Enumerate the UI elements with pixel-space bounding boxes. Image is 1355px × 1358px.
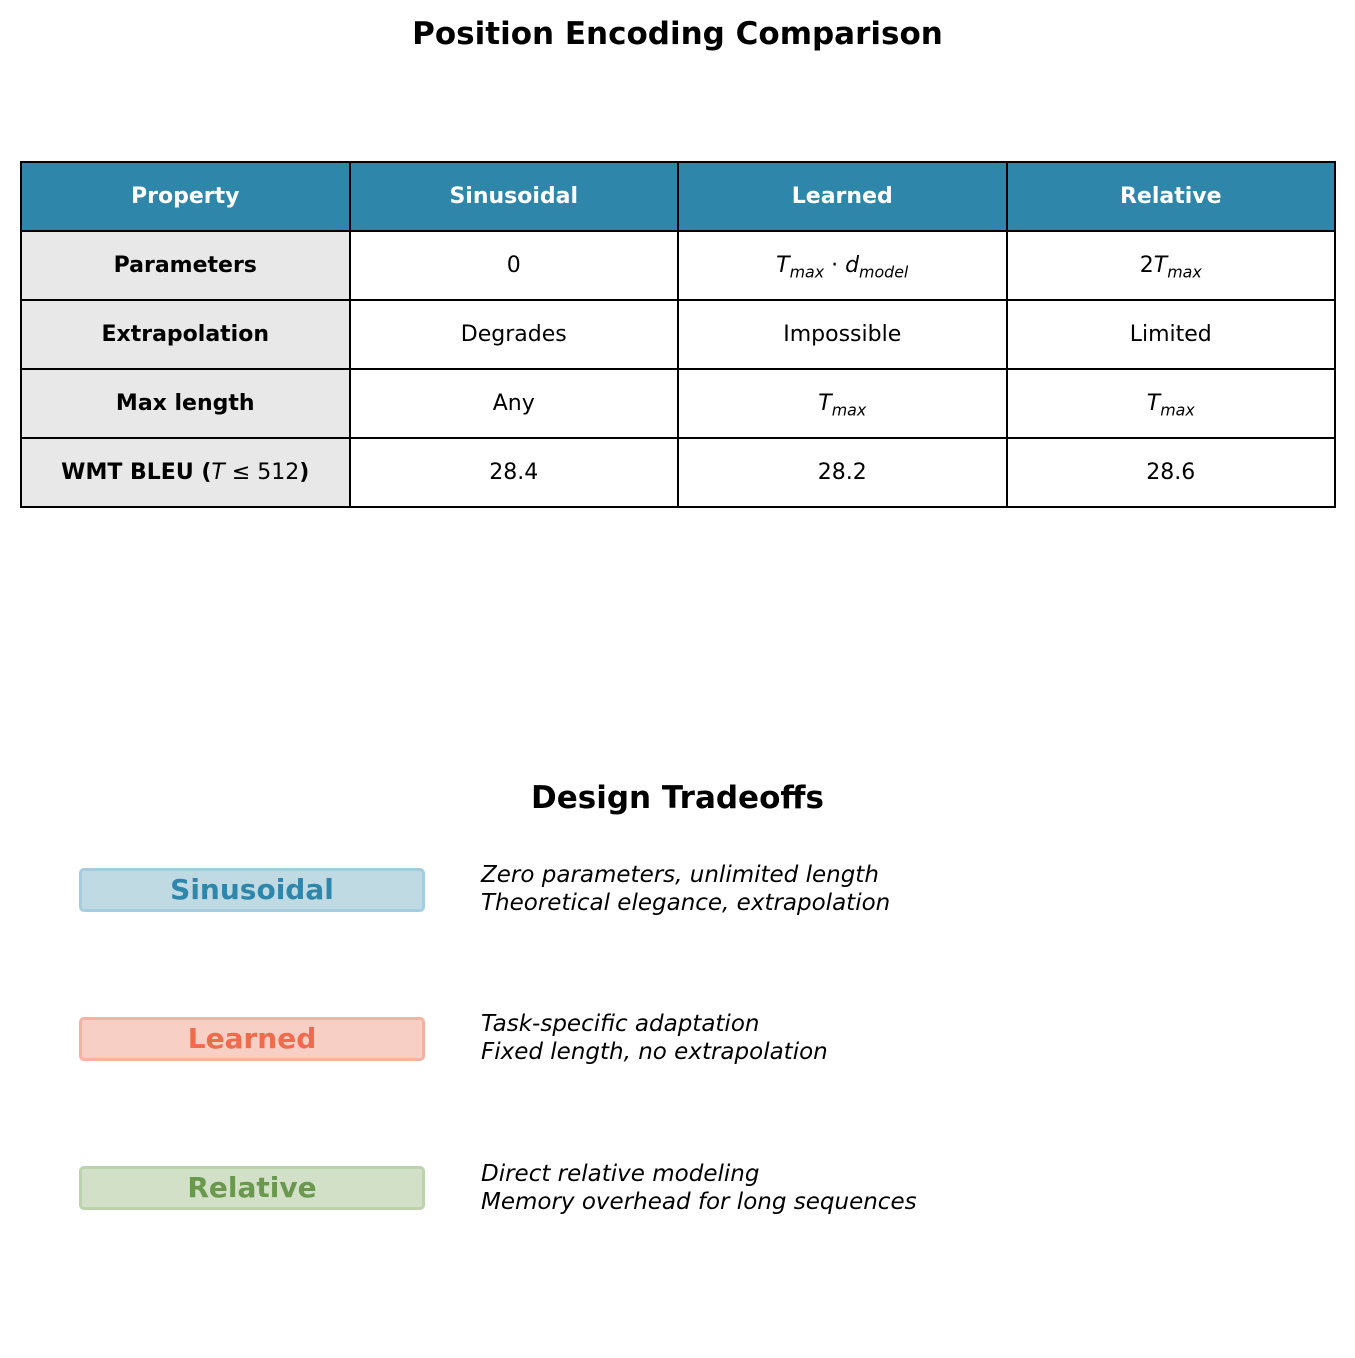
header-learned: Learned [678, 162, 1007, 231]
tradeoff-description-learned [481, 1010, 828, 1066]
table-row [21, 438, 1335, 507]
description-line: Zero parameters, unlimited length [481, 862, 879, 888]
comparison-table [20, 161, 1336, 508]
row-label-extrapolation: Extrapolation [21, 300, 350, 369]
cell-parameters-sinusoidal: 0 [350, 231, 679, 300]
row-label-max-length: Max length [21, 369, 350, 438]
section-title: Design Tradeoffs [531, 780, 824, 816]
cell-extrapolation-learned: Impossible [678, 300, 1007, 369]
description-line: Theoretical elegance, extrapolation [481, 890, 891, 916]
cell-extrapolation-relative: Limited [1007, 300, 1336, 369]
row-label-bleu: WMT BLEU (T ≤ 512) [21, 438, 350, 507]
cell-parameters-learned: $T_{max} \cdot d_{model}$ [678, 231, 1007, 300]
tag-learned: Learned [79, 1017, 425, 1061]
table-header-row [21, 162, 1335, 231]
cell-max-length-sinusoidal: Any [350, 369, 679, 438]
description-line: Task-specific adaptation [481, 1011, 760, 1037]
tradeoff-description-sinusoidal [481, 861, 890, 917]
cell-bleu-sinusoidal: 28.4 [350, 438, 679, 507]
tradeoff-description-relative [481, 1160, 917, 1216]
header-property: Property [21, 162, 350, 231]
cell-extrapolation-sinusoidal: Degrades [350, 300, 679, 369]
table-row [21, 300, 1335, 369]
cell-bleu-learned: 28.2 [678, 438, 1007, 507]
description-line: Memory overhead for long sequences [481, 1189, 917, 1215]
description-line: Fixed length, no extrapolation [481, 1039, 828, 1065]
table-row [21, 369, 1335, 438]
cell-max-length-learned: $T_{max}$ [678, 369, 1007, 438]
cell-bleu-relative: 28.6 [1007, 438, 1336, 507]
tag-relative: Relative [79, 1166, 425, 1210]
table-row [21, 231, 1335, 300]
cell-parameters-relative: $2T_{max}$ [1007, 231, 1336, 300]
cell-max-length-relative: $T_{max}$ [1007, 369, 1336, 438]
row-label-parameters: Parameters [21, 231, 350, 300]
header-relative: Relative [1007, 162, 1336, 231]
description-line: Direct relative modeling [481, 1161, 760, 1187]
chart-title: Position Encoding Comparison [412, 16, 943, 52]
tag-sinusoidal: Sinusoidal [79, 868, 425, 912]
header-sinusoidal: Sinusoidal [350, 162, 679, 231]
